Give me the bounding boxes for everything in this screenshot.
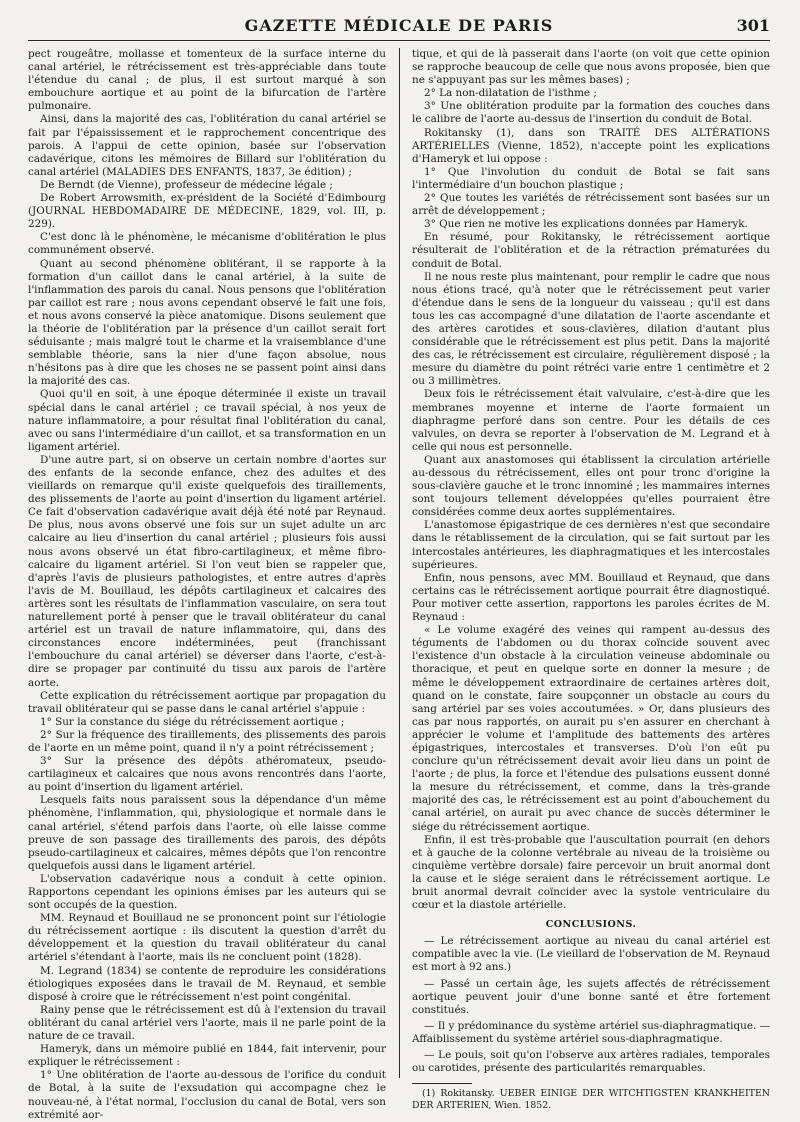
right-column — [412, 48, 770, 1112]
paragraph: « Le volume exagéré des veines qui rampent au-dessus des téguments de l'abdomen ou du thorax coïncide souvent avec l'existence d'un obstacle à la circulation veineuse abdominale ou thoracique, et peut en quelque sorte en donner la mesure ; de même le développement extraordinaire de certaines artères doit, quand on le constate, faire soupçonner un obstacle au cours du sang artériel par ses voies accoutumées. » Or, dans plusieurs des cas par nous rapportés, on aurait pu s'en assurer en cherchant à apprécier le volume et l'amplitude des battements des artères épigastriques, intercostales et transverses. D'où l'on eût pu conclure qu'un rétrécissement devait avoir lieu dans un point de l'aorte ; de plus, la force et l'étendue des pulsations eussent donné la mesure du rétrécissement, et comme, dans la très-grande majorité des cas, le rétrécissement est au point d'abouchement du canal artériel, on aurait pu avec chance de succès déterminer le siége du rétrécissement aortique. — [412, 624, 770, 833]
paragraph: 1° Une oblitération de l'aorte au-dessous de l'orifice du conduit de Botal, à la suite de l'exsudation qui accompagne chez le nouveau-né, à l'état normal, l'occlusion du canal de Botal, vers son extrémité aor- — [28, 1069, 386, 1121]
paragraph: Quoi qu'il en soit, à une époque déterminée il existe un travail spécial dans le canal artériel ; ce travail spécial, à nos yeux de nature inflammatoire, a pour résultat final l'oblitération du canal, avec ou sans l'intermédiaire d'un caillot, et sa transformation en un ligament artériel. — [28, 388, 386, 453]
conclusion-item: — Passé un certain âge, les sujets affectés de rétrécissement aortique peuvent jouir d'une bonne santé et être fortement constitués. — [412, 977, 770, 1016]
paragraph: Rainy pense que le rétrécissement est dû à l'extension du travail oblitérant du canal artériel vers l'aorte, mais il ne parle point de la nature de ce travail. — [28, 1003, 386, 1043]
paragraph: Cette explication du rétrécissement aortique par propagation du travail oblitérateur qui se passe dans le canal artériel s'appuie : — [28, 689, 386, 715]
page-header — [28, 14, 770, 41]
paragraph: Il ne nous reste plus maintenant, pour remplir le cadre que nous nous étions tracé, qu'à noter que le rétrécissement peut varier d'étendue dans le sens de la longueur du vaisseau ; qu'il est dans tous les cas accompagné d'une dilatation de l'aorte ascendante et des artères carotides et sous-clavières, dilation d'autant plus considérable que le rétrécissement est plus petit. Dans la majorité des cas, le rétrécissement est circulaire, régulièrement disposé ; la mesure du diamètre du point rétréci varie entre 1 centimètre et 2 ou 3 millimètres. — [412, 270, 770, 388]
paragraph: L'observation cadavérique nous a conduit à cette opinion. Rapportons cependant les opinions émises par les auteurs qui se sont occupés de la question. — [28, 872, 386, 912]
paragraph: M. Legrand (1834) se contente de reproduire les considérations étiologiques exposées dans le travail de M. Reynaud, et semble disposé à croire que le rétrécissement n'est point congénital. — [28, 964, 386, 1003]
paragraph: Ainsi, dans la majorité des cas, l'oblitération du canal artériel se fait par l'épaississement et le rapprochement concentrique des parois. A l'appui de cette opinion, basée sur l'observation cadavérique, citons les mémoires de Billard sur l'oblitération du canal artériel (MALADIES DES ENFANTS, 1837, 3e édition) ; — [28, 113, 386, 178]
page-number: 301 — [736, 16, 770, 35]
paragraph: C'est donc là le phénomène, le mécanisme d'oblitération le plus communément observé. — [28, 231, 386, 257]
paragraph: 2° Sur la fréquence des tiraillements, des plissements des parois de l'aorte en un même point, quand il n'y a point rétrécissement ; — [28, 728, 386, 754]
paragraph: Lesquels faits nous paraissent sous la dépendance d'un même phénomène, l'inflammation, qui, physiologique et normale dans le canal artériel, s'étend parfois dans l'aorte, où elle laisse comme preuve de son passage des tiraillements des parois, des dépôts pseudo-cartilagineux et calcaires, mêmes dépôts que l'on rencontre quelquefois aussi dans le ligament artériel. — [28, 794, 386, 872]
paragraph: Quant aux anastomoses qui établissent la circulation artérielle au-dessous du rétrécissement, elles ont pour tronc d'origine la sous-clavière gauche et le tronc innominé ; les mammaires internes sont toujours tellement développées qu'elles pourraient être considérées comme deux aortes supplémentaires. — [412, 453, 770, 519]
paragraph: En résumé, pour Rokitansky, le rétrécissement aortique résulterait de l'oblitération et de la rétraction prématurées du conduit de Botal. — [412, 231, 770, 270]
footnote-divider — [412, 1083, 472, 1084]
left-column — [28, 48, 386, 1121]
paragraph: Deux fois le rétrécissement était valvulaire, c'est-à-dire que les membranes moyenne et interne de l'aorte formaient un diaphragme perforé dans son centre. Pour les détails de ces valvules, on devra se reporter à l'observation de M. Legrand et à celle qui nous est personnelle. — [412, 388, 770, 453]
paragraph: Quant au second phénomène oblitérant, il se rapporte à la formation d'un caillot dans le canal artériel, à la suite de l'inflammation des parois du canal. Nous pensons que l'oblitération par caillot est rare ; nous avons cependant observé le fait une fois, et nous avons conservé la pièce anatomique. Disons seulement que la théorie de l'oblitération par la présence d'un caillot serait fort séduisante ; mais malgré tout le charme et la vraisemblance d'une semblable théorie, sans la nier d'une façon absolue, nous n'hésitons pas à dire que les choses ne se passent point ainsi dans la majorité des cas. — [28, 257, 386, 388]
paragraph: Rokitansky (1), dans son TRAITÉ DES ALTÉRATIONS ARTÉRIELLES (Vienne, 1852), n'accepte point les explications d'Hameryk et lui oppose : — [412, 126, 770, 165]
conclusion-item: — Le pouls, soit qu'on l'observe aux artères radiales, temporales ou carotides, présente des particularités remarquables. — [412, 1049, 770, 1075]
paragraph: 3° Que rien ne motive les explications données par Hameryk. — [424, 218, 748, 231]
paragraph: MM. Reynaud et Bouillaud ne se prononcent point sur l'étiologie du rétrécissement aortique : ils discutent la question d'arrêt du développement et la question du travail oblitérateur du canal artériel s'étendant à l'aorte, mais ils ne concluent point (1828). — [28, 912, 386, 964]
conclusion-item: — Le rétrécissement aortique au niveau du canal artériel est compatible avec la vie. (Le vieillard de l'observation de M. Reynaud est mort à 92 ans.) — [412, 935, 770, 974]
paragraph: pect rougeâtre, mollasse et tomenteux de la surface interne du canal artériel, le rétrécissement est très-appréciable dans toute l'étendue du canal ; de plus, il est surtout marqué à son embouchure aortique et au point de la bifurcation de l'artère pulmonaire. — [28, 48, 386, 113]
paragraph: 1° Que l'involution du conduit de Botal se fait sans l'intermédiaire d'un bouchon plastique ; — [412, 165, 770, 191]
footnote: (1) Rokitansky. UEBER EINIGE DER WITCHTIGSTEN KRANKHEITEN DER ARTERIEN, Wien. 1852. — [412, 1088, 770, 1112]
paragraph: Enfin, il est très-probable que l'auscultation pourrait (en dehors et à gauche de la colonne vertébrale au niveau de la troisième ou cinquième vertèbre dorsale) faire percevoir un bruit anormal dont la cause et le siége seraient dans le rétrécissement aortique. Le bruit anormal devrait coïncider avec la systole ventriculaire du cœur et la diastole artérielle. — [412, 833, 770, 912]
paragraph: D'une autre part, si on observe un certain nombre d'aortes sur des enfants de la seconde enfance, chez des adultes et des vieillards on remarque qu'il existe quelquefois des tiraillements, des plissements de l'aorte au point d'insertion du ligament artériel. Ce fait d'observation cadavérique avait déjà été noté par Reynaud. De plus, nous avons observé une fois sur un sujet adulte un arc calcaire au lieu d'insertion du canal artériel ; plusieurs fois aussi nous avons observé un état fibro-cartilagineux, et même fibro-calcaire du ligament artériel. Si l'on veut bien se rappeler que, d'après l'avis de plusieurs pathologistes, et entre autres d'après l'avis de M. Bouillaud, les dépôts cartilagineux et calcaires des artères sont les résultats de l'inflammation vasculaire, on sera tout naturellement porté à penser que le travail oblitérateur du canal artériel est un travail de nature inflammatoire, qui, dans des circonstances encore indéterminées, peut (franchissant l'embouchure du canal artériel) se déverser dans l'aorte, c'est-à-dire se propager par continuité du tissu aux parois de l'artère aorte. — [28, 453, 386, 689]
conclusion-item: — Il y prédominance du système artériel sus-diaphragmatique. — Affaiblissement du système artériel sous-diaphragmatique. — [412, 1019, 770, 1045]
paragraph: 2° Que toutes les variétés de rétrécissement sont basées sur un arrêt de développement ; — [412, 192, 770, 218]
paragraph: tique, et qui de là passerait dans l'aorte (on voit que cette opinion se rapproche beaucoup de celle que nous avons proposée, bien que ne s'appuyant pas sur les mêmes bases) ; — [412, 48, 770, 87]
paragraph: Hameryk, dans un mémoire publié en 1844, fait intervenir, pour expliquer le rétrécissement : — [28, 1043, 386, 1069]
paragraph: L'anastomose épigastrique de ces dernières n'est que secondaire dans le rétablissement de la circulation, qui se fait surtout par les intercostales antérieures, les diaphragmatiques et les intercostales supérieures. — [412, 519, 770, 571]
paragraph: 1° Sur la constance du siége du rétrécissement aortique ; — [40, 715, 345, 728]
paragraph: 3° Sur la présence des dépôts athéromateux, pseudo-cartilagineux et calcaires que nous avons rencontrés dans l'aorte, au point d'insertion du ligament artériel. — [28, 755, 386, 794]
column-divider — [399, 48, 400, 1078]
paragraph: De Robert Arrowsmith, ex-président de la Société d'Edimbourg (JOURNAL HEBDOMADAIRE DE MÉDECINE, 1829, vol. III, p. 229). — [28, 192, 386, 231]
journal-title: GAZETTE MÉDICALE DE PARIS — [244, 16, 554, 35]
paragraph: 3° Une oblitération produite par la formation des couches dans le calibre de l'aorte au-dessus de l'insertion du conduit de Botal. — [412, 100, 770, 126]
paragraph: De Berndt (de Vienne), professeur de médecine légale ; — [40, 178, 333, 191]
paragraph: 2° La non-dilatation de l'isthme ; — [424, 87, 597, 100]
paragraph: Enfin, nous pensons, avec MM. Bouillaud et Reynaud, que dans certains cas le rétrécissement aortique pourrait être diagnostiqué. Pour motiver cette assertion, rapportons les paroles écrites de M. Reynaud : — [412, 571, 770, 624]
conclusions-heading: CONCLUSIONS. — [545, 919, 637, 931]
